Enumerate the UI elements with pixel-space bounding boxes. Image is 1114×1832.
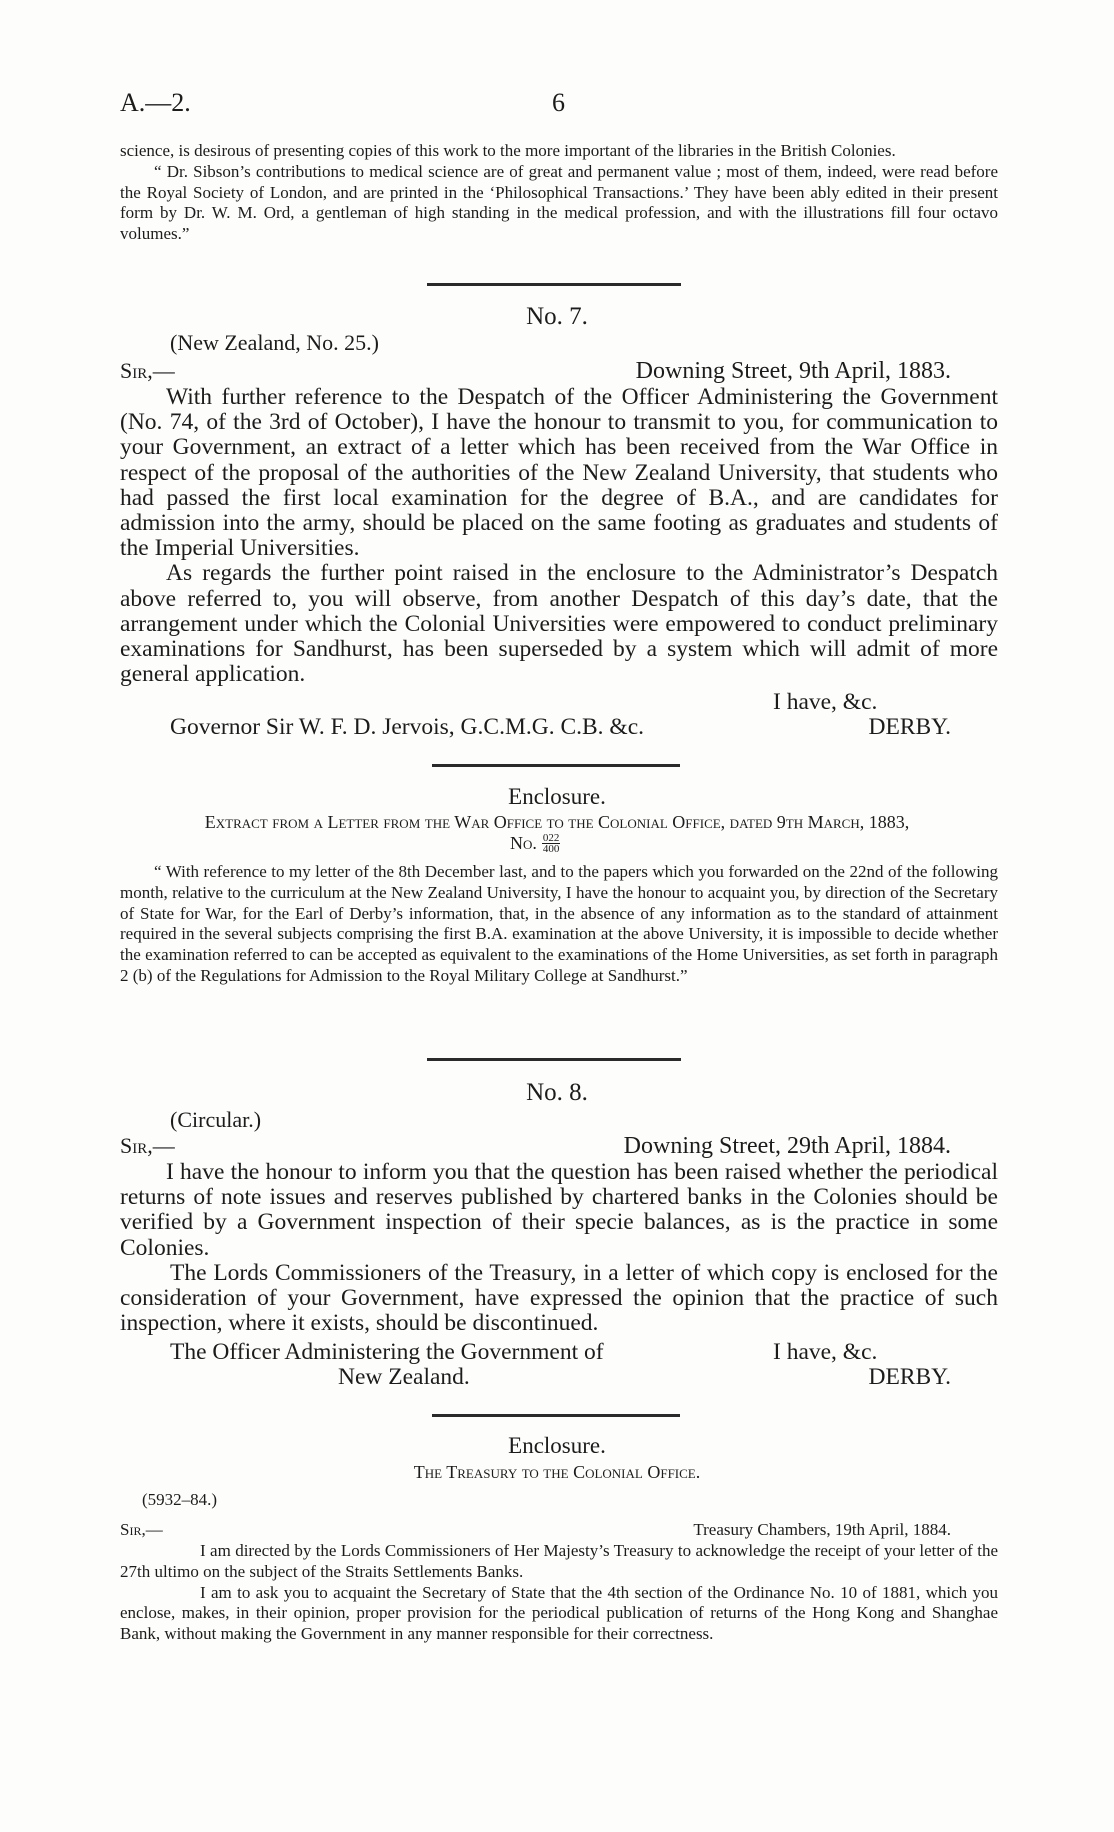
despatch-8-closing: I have, &c.	[773, 1339, 878, 1365]
despatch-7-paragraph-1: With further reference to the Despatch of the Officer Administering the Government (No. 74, of the 3rd of October), I have the honour to transmit to you, for communication to your Government, an extract of a letter which has been received from the War Office in respect of the proposal of the authorities of the New Zealand University, that students who had passed the first local examination for the degree of B.A., and are candidates for admission into the army, should be placed on the same footing as graduates and students of the Imperial Universities.	[120, 384, 998, 562]
despatch-8-dateline: Downing Street, 29th April, 1884.	[623, 1133, 951, 1159]
enclosure-2-title: The Treasury to the Colonial Office.	[413, 1462, 701, 1482]
enclosure-2-paragraph-1: I am directed by the Lords Commissioners of Her Majesty’s Treasury to acknowledge the receipt of your letter of the 27th ultimo on the subject of the Straits Settlements Banks.	[120, 1541, 998, 1581]
despatch-7-heading: No. 7.	[526, 303, 588, 330]
intro-text	[120, 141, 998, 245]
enclosure-1-heading: Enclosure.	[508, 784, 606, 809]
enclosure-1-paragraph: “ With reference to my letter of the 8th December last, and to the papers which you forwarded on the 22nd of the following month, relative to the curriculum at the New Zealand University, I have the honour to acquaint you, by direction of the Secretary of State for War, for the Earl of Derby’s information, that, in the absence of any information as to the standard of attainment required in the several subjects comprising the first B.A. examination at the above University, it is impossible to decide whether the examination referred to can be accepted as equivalent to the examinations of the Home Universities, as set forth in paragraph 2 (b) of the Regulations for Admission to the Royal Military College at Sandhurst.”	[120, 862, 998, 985]
enclosure-2-salutation: Sir,—	[120, 1520, 163, 1539]
despatch-7-salutation: Sir,—	[120, 358, 175, 383]
despatch-8-addressee-line-1: The Officer Administering the Government of	[170, 1339, 604, 1365]
despatch-8-heading: No. 8.	[526, 1079, 588, 1106]
enclosure-2-paragraph-2: I am to ask you to acquaint the Secretary of State that the 4th section of the Ordinance No. 10 of 1881, which you enclose, makes, in their opinion, proper provision for the periodical publication of returns of the Hong Kong and Shanghae Bank, without making the Government in any manner responsible for their correctness.	[120, 1582, 998, 1644]
despatch-8-signature: DERBY.	[868, 1364, 951, 1390]
running-head: A.—2.	[120, 88, 191, 117]
section-divider	[427, 283, 681, 286]
enclosure-2-reference: (5932–84.)	[142, 1490, 218, 1509]
reference-prefix: No.	[510, 833, 537, 853]
despatch-7-addressee: Governor Sir W. F. D. Jervois, G.C.M.G. C.B. &c.	[170, 714, 645, 740]
section-divider	[432, 764, 680, 767]
despatch-8-paragraph-2: The Lords Commissioners of the Treasury, in a letter of which copy is enclosed for the consideration of your Government, have expressed the opinion that the practice of such inspection, where it exists, should be discontinued.	[120, 1259, 998, 1337]
enclosure-1-body	[120, 862, 998, 987]
despatch-8-body	[120, 1160, 998, 1336]
despatch-7-dateline: Downing Street, 9th April, 1883.	[635, 358, 951, 384]
despatch-7-signature: DERBY.	[868, 714, 951, 740]
intro-paragraph-1: science, is desirous of presenting copies of this work to the more important of the libraries in the British Colonies.	[120, 141, 896, 160]
section-divider	[432, 1414, 680, 1417]
enclosure-2-heading: Enclosure.	[508, 1433, 606, 1458]
page-number: 6	[552, 88, 565, 117]
reference-denominator: 400	[542, 843, 560, 855]
despatch-7-paragraph-2: As regards the further point raised in the enclosure to the Administrator’s Despatch above referred to, you will observe, from another Despatch of this day’s date, that the arrangement under which the Colonial Universities were empowered to conduct preliminary examinations for Sandhurst, has been superseded by a system which will admit of more general application.	[120, 560, 998, 688]
enclosure-1-title: Extract from a Letter from the War Office to the Colonial Office, dated 9th March, 1883,	[204, 812, 910, 832]
despatch-7-subheading: (New Zealand, No. 25.)	[170, 330, 379, 355]
section-divider	[427, 1058, 681, 1061]
despatch-7-body	[120, 385, 998, 687]
despatch-8-subheading: (Circular.)	[170, 1107, 262, 1132]
intro-paragraph-2: “ Dr. Sibson’s contributions to medical science are of great and permanent value ; most of them, indeed, were read before the Royal Society of London, and are printed in the ‘Philosophical Transactions.’ They have been ably edited in their present form by Dr. W. M. Ord, a gentleman of high standing in the medical profession, and with the illustrations fill four octavo volumes.”	[120, 161, 998, 244]
enclosure-2-body	[120, 1541, 998, 1645]
despatch-8-salutation: Sir,—	[120, 1133, 175, 1158]
reference-fraction	[542, 833, 561, 854]
despatch-8-paragraph-1: I have the honour to inform you that the question has been raised whether the periodical returns of note issues and reserves published by chartered banks in the Colonies should be verified by a Government inspection of their specie balances, as is the practice in some Colonies.	[120, 1159, 998, 1261]
despatch-8-addressee-line-2: New Zealand.	[338, 1364, 470, 1390]
enclosure-1-reference	[510, 833, 560, 854]
enclosure-2-dateline: Treasury Chambers, 19th April, 1884.	[693, 1520, 951, 1539]
despatch-7-closing: I have, &c.	[773, 689, 878, 715]
reference-numerator: 022	[542, 832, 560, 844]
